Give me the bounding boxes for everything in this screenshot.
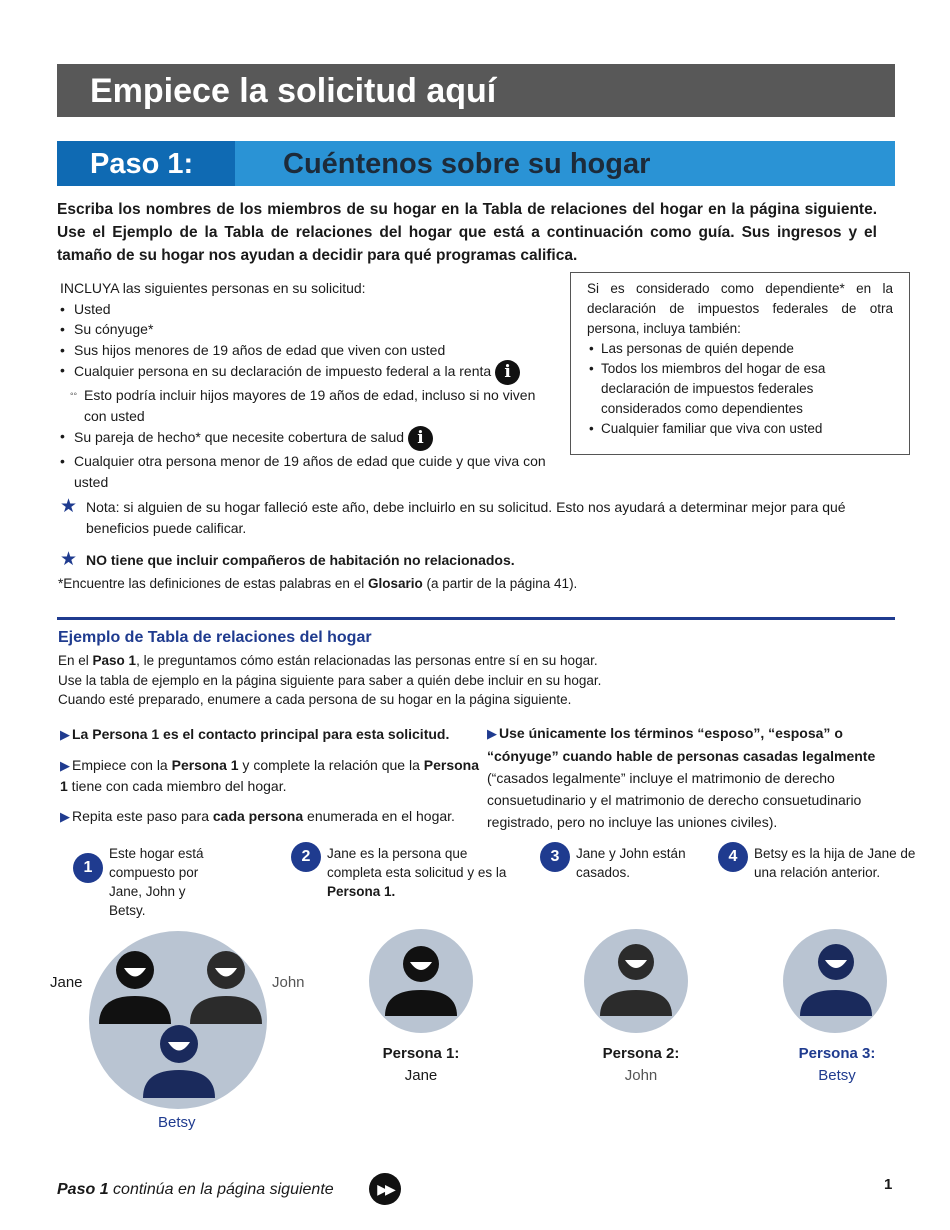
include-heading: INCLUYA las siguientes personas en su solicitud:: [60, 280, 366, 296]
page-title: Empiece la solicitud aquí: [57, 64, 895, 117]
list-item-text: Su pareja de hecho* que necesite cobertura de salud: [74, 429, 405, 446]
step-description-3: Jane y John están casados.: [576, 846, 686, 880]
intro-text: Escriba los nombres de los miembros de su hogar en la Tabla de relaciones del hogar en la página siguiente. Use el Ejemplo de la Tabla de relaciones del hogar que está a continuación como guía. Sus ingresos y el tamaño de su hogar nos ayudan a decidir para qué programas califica.: [57, 201, 877, 264]
footer-text: continúa en la página siguiente: [108, 1181, 334, 1198]
text-bold: cada persona: [212, 808, 304, 824]
persona-name: John: [624, 1067, 658, 1084]
text: (“casados legalmente” incluye el matrimonio de derecho consuetudinario y el matrimonio de derecho consuetudinario registrado, pero no incluye las uniones civiles).: [487, 770, 862, 830]
step-description-1: Este hogar está compuesto por Jane, John y Betsy.: [109, 846, 204, 918]
list-item-text: Las personas de quién depende: [601, 341, 794, 356]
glossary-link: Glosario: [367, 576, 423, 591]
glossary-post: (a partir de la página 41).: [422, 576, 578, 591]
list-item-text: Sus hijos menores de 19 años de edad que viven con usted: [74, 341, 446, 358]
example-line: Use la tabla de ejemplo en la página siguiente para saber a quién debe incluir en su hogar.: [58, 672, 602, 688]
star-icon: ★: [60, 549, 78, 570]
step-description-4: Betsy es la hija de Jane de una relación anterior.: [754, 846, 916, 880]
list-item-text: Usted: [74, 300, 111, 317]
text: Empiece con la: [72, 757, 172, 773]
fast-forward-icon[interactable]: ▶▶: [369, 1173, 401, 1205]
footer-bold: Paso 1: [57, 1181, 109, 1198]
step-label: Paso 1:: [57, 141, 235, 186]
list-item-text: Esto podría incluir hijos mayores de 19 años de edad, incluso si no viven con usted: [84, 387, 536, 424]
persona-1: [361, 1043, 481, 1087]
list-item-text: Cualquier otra persona menor de 19 años de edad que cuide y que viva con usted: [74, 453, 546, 490]
dependent-box-text: Si es considerado como dependiente* en la declaración de impuestos federales de otra persona, incluya también:: [587, 281, 893, 336]
step-number-1: 1: [73, 853, 103, 883]
persona-label: Persona 3:: [798, 1045, 876, 1062]
step-number-3: 3: [540, 842, 570, 872]
household-name-jane: Jane: [50, 974, 83, 991]
persona-name: Betsy: [818, 1067, 856, 1084]
glossary-pre: *Encuentre las definiciones de estas palabras en el: [58, 576, 368, 591]
triangle-bullet-icon: ▶: [487, 726, 497, 741]
page-number: 1: [884, 1176, 893, 1193]
text-bold: Persona 1: [171, 757, 239, 773]
example-line: Cuando esté preparado, enumere a cada persona de su hogar en la página siguiente.: [58, 692, 572, 707]
persona-label: Persona 2:: [602, 1045, 680, 1062]
info-icon[interactable]: i: [495, 360, 520, 385]
list-item-text: Su cónyuge*: [74, 321, 154, 337]
text-bold: Use únicamente los términos “esposo”, “esposa” o “cónyuge” cuando hable de personas casadas legalmente: [487, 725, 876, 764]
persona-name: Jane: [404, 1067, 438, 1084]
text: y complete la relación que la: [238, 757, 424, 773]
text: tiene con cada miembro del hogar.: [67, 778, 287, 794]
step-number-4: 4: [718, 842, 748, 872]
text-bold: Persona 1.: [327, 884, 396, 899]
text: Repita este paso para: [72, 808, 213, 824]
text-bold: Persona 1: [60, 757, 480, 794]
text-bold: La Persona 1 es el contacto principal para esta solicitud.: [72, 726, 450, 742]
info-icon[interactable]: i: [408, 426, 433, 451]
text-bold: Paso 1: [92, 653, 137, 668]
text: enumerada en el hogar.: [303, 808, 455, 824]
note-text: Nota: si alguien de su hogar falleció este año, debe incluirlo en su solicitud. Esto nos ayudará a determinar mejor para qué beneficios puede calificar.: [86, 499, 846, 536]
household-name-john: John: [272, 974, 305, 991]
persona-label: Persona 1:: [382, 1045, 460, 1062]
list-item-text: Cualquier persona en su declaración de impuesto federal a la renta: [74, 363, 492, 380]
note-text: NO tiene que incluir compañeros de habitación no relacionados.: [86, 552, 515, 568]
star-icon: ★: [60, 496, 78, 517]
step-number-2: 2: [291, 842, 321, 872]
triangle-bullet-icon: ▶: [60, 758, 70, 773]
example-title: Ejemplo de Tabla de relaciones del hogar: [58, 629, 372, 646]
persona-2: [586, 1043, 696, 1087]
triangle-bullet-icon: ▶: [60, 727, 70, 742]
list-item-text: Todos los miembros del hogar de esa declaración de impuestos federales considerados como dependientes: [601, 361, 826, 416]
household-name-betsy: Betsy: [158, 1114, 196, 1131]
list-item-text: Cualquier familiar que viva con usted: [601, 421, 823, 436]
step-title: Cuéntenos sobre su hogar: [283, 148, 651, 180]
persona-3: [781, 1043, 893, 1087]
text: En el: [58, 653, 93, 668]
text: Jane es la persona que completa esta solicitud y es la: [327, 846, 507, 880]
triangle-bullet-icon: ▶: [60, 809, 70, 824]
text: , le preguntamos cómo están relacionadas las personas entre sí en su hogar.: [136, 653, 598, 668]
footer-continue: [57, 1181, 334, 1199]
